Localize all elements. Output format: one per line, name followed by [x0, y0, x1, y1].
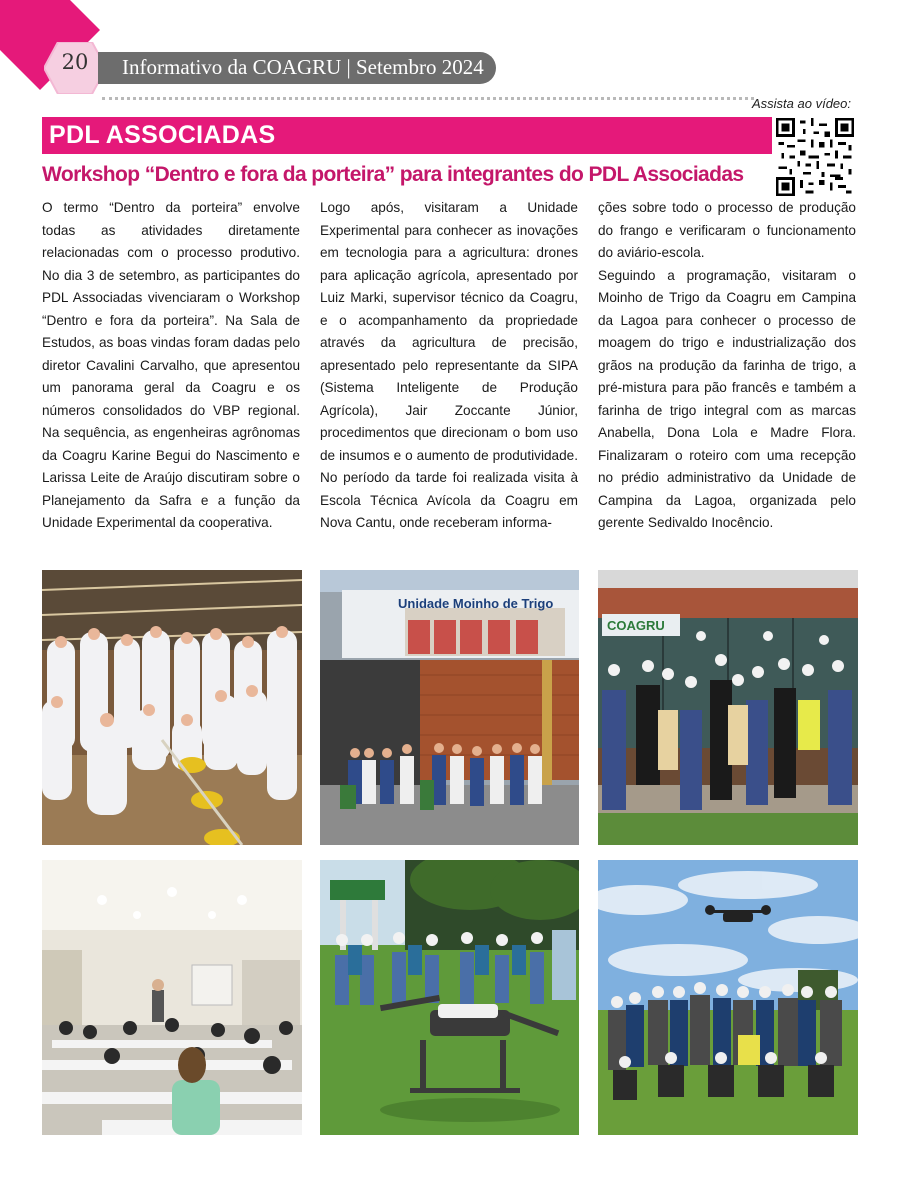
coagru-sign-text: COAGRU	[607, 618, 665, 633]
mill-sign-text: Unidade Moinho de Trigo	[398, 596, 554, 611]
qr-code[interactable]	[776, 118, 854, 196]
paragraph: O termo “Dentro da porteira” envolve todas as atividades diretamente relacionadas com o processo produtivo. No dia 3 de setembro, as participantes do PDL Associadas vivenciaram o Workshop “Dentro e fora da porteira”. Na Sala de Estudos, as boas vindas foram dadas pelo diretor Cavalini Carvalho, que apresentou um panorama geral da Coagru e os números consolidados do VBP regional. Na sequência, as engenheiras agrônomas da Coagru Karine Begui do Nascimento e Larissa Leite de Araújo discutiram sobre o Planejamento da Safra e a função da Unidade Experimental da cooperativa.	[42, 200, 300, 530]
qr-label: Assista ao vídeo:	[752, 96, 851, 111]
paragraph: ções sobre todo o processo de produção do frango e verificaram o funcionamento do aviário-escola.	[598, 200, 856, 260]
publication-title: Informativo da COAGRU | Setembro 2024	[122, 55, 484, 79]
photo-wheat-mill	[320, 570, 579, 845]
article-column-3	[598, 197, 856, 535]
photo-drone-flying	[598, 860, 858, 1135]
article-column-2	[320, 197, 578, 535]
section-title: PDL ASSOCIADAS	[49, 121, 276, 149]
paragraph: Logo após, visitaram a Unidade Experimental para conhecer as inovações em tecnologia para a agricultura: drones para aplicação agrícola, apresentado por Luiz Marki, supervisor técnico da Coagru, e o acompanhamento da propriedade através da agricultura de precisão, apresentado pelo representante da SIPA (Sistema Inteligente de Produção Agrícola), Jair Zoccante Júnior, procedimentos que direcionam o bom uso de insumos e o aumento de produtividade. No período da tarde foi realizada visita à Escola Técnica Avícola da Coagru em Nova Cantu, onde receberam informa-	[320, 200, 578, 530]
photo-poultry-house	[42, 570, 302, 845]
article-column-1	[42, 197, 300, 535]
photo-drone-demo	[320, 860, 579, 1135]
article-headline: Workshop “Dentro e fora da porteira” para integrantes do PDL Associadas	[42, 163, 744, 186]
header-divider	[102, 97, 754, 100]
photo-study-room	[42, 860, 302, 1135]
paragraph: Seguindo a programação, visitaram o Moinho de Trigo da Coagru em Campina da Lagoa para conhecer o processo de moagem do trigo e industrialização dos grãos na produção da farinha de trigo, a pré-mistura para pão francês e também a farinha de trigo integral com as marcas Anabella, Dona Lola e Madre Flora. Finalizaram o roteiro com uma recepção no prédio administrativo da Unidade de Campina da Lagoa, organizada pelo gerente Sedivaldo Inocêncio.	[598, 267, 856, 530]
page-number: 20	[61, 50, 89, 74]
photo-coagru-building	[598, 570, 858, 845]
